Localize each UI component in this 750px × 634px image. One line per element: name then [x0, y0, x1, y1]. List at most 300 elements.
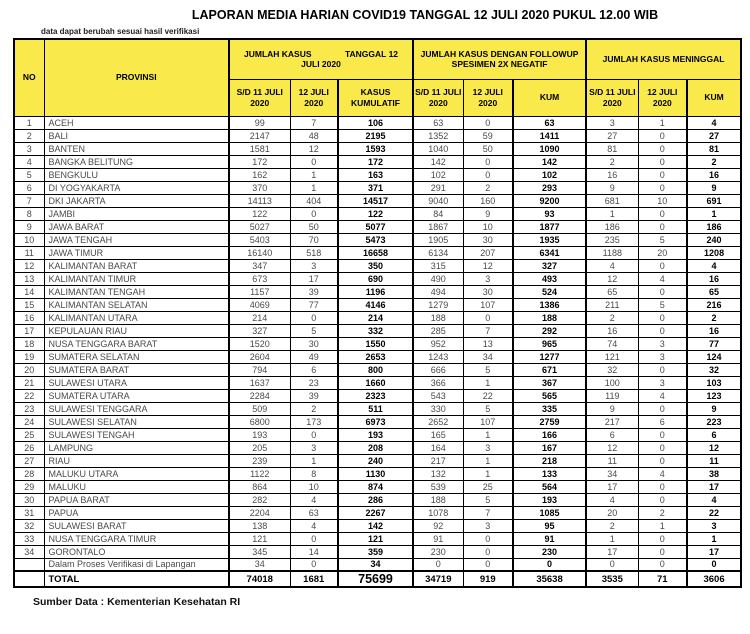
value-cell: 4: [687, 259, 741, 272]
value-cell: 106: [338, 116, 413, 129]
row-number: 25: [14, 428, 44, 441]
value-cell: 1157: [229, 285, 290, 298]
province-name: DKI JAKARTA: [44, 194, 229, 207]
value-cell: 6: [586, 428, 638, 441]
value-cell: 2652: [413, 415, 463, 428]
province-name: PAPUA: [44, 506, 229, 519]
value-cell: 0: [638, 285, 687, 298]
province-name: SULAWESI TENGGARA: [44, 402, 229, 415]
value-cell: 2653: [338, 350, 413, 363]
value-cell: 0: [638, 155, 687, 168]
value-cell: 3: [290, 259, 338, 272]
value-cell: 16658: [338, 246, 413, 259]
value-cell: 1935: [513, 233, 586, 246]
row-number: 10: [14, 233, 44, 246]
value-cell: 124: [687, 350, 741, 363]
value-cell: 494: [413, 285, 463, 298]
row-number: 33: [14, 532, 44, 545]
value-cell: 5473: [338, 233, 413, 246]
value-cell: 240: [687, 233, 741, 246]
value-cell: 172: [338, 155, 413, 168]
value-cell: 1085: [513, 506, 586, 519]
value-cell: 874: [338, 480, 413, 493]
value-cell: 25: [463, 480, 513, 493]
row-number: 21: [14, 376, 44, 389]
value-cell: 8: [290, 467, 338, 480]
value-cell: 5: [463, 493, 513, 506]
value-cell: 167: [513, 441, 586, 454]
province-name: SULAWESI UTARA: [44, 376, 229, 389]
subheader-deaths-kum: KUM: [687, 79, 741, 116]
row-number: 34: [14, 545, 44, 558]
value-cell: 0: [638, 324, 687, 337]
value-cell: 138: [229, 519, 290, 532]
value-cell: 794: [229, 363, 290, 376]
value-cell: 165: [413, 428, 463, 441]
value-cell: 12: [586, 441, 638, 454]
province-name: BENGKULU: [44, 168, 229, 181]
value-cell: 1243: [413, 350, 463, 363]
value-cell: 0: [290, 155, 338, 168]
header-group-row: [14, 39, 741, 79]
row-number: 3: [14, 142, 44, 155]
value-cell: 543: [413, 389, 463, 402]
value-cell: 4: [290, 493, 338, 506]
value-cell: 2: [687, 155, 741, 168]
value-cell: 133: [513, 467, 586, 480]
value-cell: 49: [290, 350, 338, 363]
value-cell: 1: [586, 207, 638, 220]
table-row: [14, 493, 741, 506]
value-cell: 2759: [513, 415, 586, 428]
group-cases-label: JUMLAH KASUS: [244, 48, 312, 59]
table-row: [14, 363, 741, 376]
value-cell: 1: [638, 116, 687, 129]
value-cell: 286: [338, 493, 413, 506]
value-cell: 0: [463, 311, 513, 324]
value-cell: 490: [413, 272, 463, 285]
value-cell: 0: [638, 311, 687, 324]
value-cell: 230: [413, 545, 463, 558]
value-cell: 77: [687, 337, 741, 350]
value-cell: 3535: [586, 571, 638, 587]
value-cell: 4: [638, 467, 687, 480]
value-cell: 95: [513, 519, 586, 532]
table-row: [14, 467, 741, 480]
covid-report-table: [13, 38, 742, 588]
row-number: 31: [14, 506, 44, 519]
value-cell: 71: [638, 571, 687, 587]
value-cell: 5403: [229, 233, 290, 246]
value-cell: 16: [586, 324, 638, 337]
table-row: [14, 415, 741, 428]
value-cell: 0: [638, 454, 687, 467]
value-cell: 1188: [586, 246, 638, 259]
value-cell: 16: [687, 272, 741, 285]
table-row: [14, 545, 741, 558]
value-cell: 9: [687, 402, 741, 415]
value-cell: 10: [463, 220, 513, 233]
value-cell: 39: [290, 389, 338, 402]
value-cell: 14: [290, 545, 338, 558]
table-row: [14, 246, 741, 259]
value-cell: 0: [687, 558, 741, 571]
table-row: [14, 376, 741, 389]
value-cell: 564: [513, 480, 586, 493]
value-cell: 2147: [229, 129, 290, 142]
value-cell: 367: [513, 376, 586, 389]
row-number: 20: [14, 363, 44, 376]
table-row: [14, 116, 741, 129]
value-cell: 77: [290, 298, 338, 311]
value-cell: 34: [338, 558, 413, 571]
subheader-cases-on: 12 JULI 2020: [290, 79, 338, 116]
province-name: KALIMANTAN UTARA: [44, 311, 229, 324]
table-row: [14, 324, 741, 337]
value-cell: 0: [638, 558, 687, 571]
value-cell: 235: [586, 233, 638, 246]
value-cell: 93: [513, 207, 586, 220]
value-cell: 6800: [229, 415, 290, 428]
value-cell: 370: [229, 181, 290, 194]
value-cell: 7: [290, 116, 338, 129]
table-row: [14, 506, 741, 519]
value-cell: 673: [229, 272, 290, 285]
value-cell: 359: [338, 545, 413, 558]
value-cell: 214: [338, 311, 413, 324]
value-cell: 0: [638, 220, 687, 233]
value-cell: 285: [413, 324, 463, 337]
value-cell: 6: [290, 363, 338, 376]
province-name: KEPULAUAN RIAU: [44, 324, 229, 337]
value-cell: 5: [638, 298, 687, 311]
value-cell: 2: [586, 155, 638, 168]
value-cell: 12: [463, 259, 513, 272]
value-cell: 1277: [513, 350, 586, 363]
value-cell: 23: [290, 376, 338, 389]
value-cell: 123: [687, 389, 741, 402]
province-name: PAPUA BARAT: [44, 493, 229, 506]
value-cell: 142: [513, 155, 586, 168]
value-cell: 122: [338, 207, 413, 220]
table-row: [14, 155, 741, 168]
value-cell: 366: [413, 376, 463, 389]
subheader-cases-cumulative: KASUS KUMULATIF: [338, 79, 413, 116]
value-cell: 335: [513, 402, 586, 415]
value-cell: 9: [586, 181, 638, 194]
province-name: BANGKA BELITUNG: [44, 155, 229, 168]
table-row: [14, 220, 741, 233]
table-row: [14, 194, 741, 207]
value-cell: 0: [290, 558, 338, 571]
value-cell: 121: [338, 532, 413, 545]
value-cell: 690: [338, 272, 413, 285]
table-row: [14, 519, 741, 532]
value-cell: 132: [413, 467, 463, 480]
row-number: 17: [14, 324, 44, 337]
value-cell: 3: [463, 441, 513, 454]
row-number: [14, 558, 44, 571]
value-cell: 119: [586, 389, 638, 402]
province-name: SUMATERA BARAT: [44, 363, 229, 376]
value-cell: 3: [586, 116, 638, 129]
row-number: 5: [14, 168, 44, 181]
row-number: 19: [14, 350, 44, 363]
value-cell: 34: [229, 558, 290, 571]
value-cell: 404: [290, 194, 338, 207]
value-cell: 0: [513, 558, 586, 571]
value-cell: 12: [586, 272, 638, 285]
value-cell: 1208: [687, 246, 741, 259]
value-cell: 5027: [229, 220, 290, 233]
value-cell: 17: [586, 480, 638, 493]
value-cell: 952: [413, 337, 463, 350]
province-name: SULAWESI BARAT: [44, 519, 229, 532]
table-row: [14, 285, 741, 298]
value-cell: 965: [513, 337, 586, 350]
value-cell: 292: [513, 324, 586, 337]
value-cell: 0: [638, 129, 687, 142]
value-cell: 164: [413, 441, 463, 454]
value-cell: 327: [513, 259, 586, 272]
value-cell: 2267: [338, 506, 413, 519]
value-cell: 2323: [338, 389, 413, 402]
value-cell: 4146: [338, 298, 413, 311]
value-cell: 188: [413, 311, 463, 324]
value-cell: 0: [463, 116, 513, 129]
value-cell: 34719: [413, 571, 463, 587]
value-cell: 3: [687, 519, 741, 532]
value-cell: 50: [290, 220, 338, 233]
value-cell: 102: [513, 168, 586, 181]
value-cell: 216: [687, 298, 741, 311]
value-cell: 1: [687, 532, 741, 545]
subheader-deaths-until: S/D 11 JULI 2020: [586, 79, 638, 116]
value-cell: 1040: [413, 142, 463, 155]
value-cell: 0: [638, 259, 687, 272]
table-row: [14, 298, 741, 311]
value-cell: 3: [638, 350, 687, 363]
value-cell: 230: [513, 545, 586, 558]
value-cell: 121: [229, 532, 290, 545]
value-cell: 102: [413, 168, 463, 181]
value-cell: 1352: [413, 129, 463, 142]
province-name: GORONTALO: [44, 545, 229, 558]
value-cell: 223: [687, 415, 741, 428]
province-name: SULAWESI SELATAN: [44, 415, 229, 428]
value-cell: 509: [229, 402, 290, 415]
value-cell: 332: [338, 324, 413, 337]
province-name: JAWA BARAT: [44, 220, 229, 233]
value-cell: 293: [513, 181, 586, 194]
value-cell: 81: [687, 142, 741, 155]
value-cell: 0: [463, 168, 513, 181]
value-cell: 291: [413, 181, 463, 194]
value-cell: 193: [229, 428, 290, 441]
value-cell: 5: [463, 402, 513, 415]
row-number: 22: [14, 389, 44, 402]
value-cell: 10: [290, 480, 338, 493]
row-number: 11: [14, 246, 44, 259]
value-cell: 92: [413, 519, 463, 532]
value-cell: 518: [290, 246, 338, 259]
value-cell: 188: [513, 311, 586, 324]
value-cell: 2604: [229, 350, 290, 363]
value-cell: 122: [229, 207, 290, 220]
value-cell: 34: [586, 467, 638, 480]
value-cell: 9200: [513, 194, 586, 207]
table-row: [14, 571, 741, 587]
value-cell: 6134: [413, 246, 463, 259]
row-number: 13: [14, 272, 44, 285]
province-name: BALI: [44, 129, 229, 142]
value-cell: 1411: [513, 129, 586, 142]
page-title: LAPORAN MEDIA HARIAN COVID19 TANGGAL 12 JULI 2020 PUKUL 12.00 WIB: [191, 8, 659, 22]
value-cell: 539: [413, 480, 463, 493]
value-cell: 1: [463, 428, 513, 441]
value-cell: 2204: [229, 506, 290, 519]
province-name: KALIMANTAN BARAT: [44, 259, 229, 272]
table-row: [14, 428, 741, 441]
value-cell: 3: [463, 519, 513, 532]
value-cell: 0: [290, 311, 338, 324]
value-cell: 239: [229, 454, 290, 467]
value-cell: 1279: [413, 298, 463, 311]
value-cell: 5: [290, 324, 338, 337]
group-header-followup: JUMLAH KASUS DENGAN FOLLOWUP SPESIMEN 2X NEGATIF: [413, 39, 586, 79]
value-cell: 0: [638, 441, 687, 454]
value-cell: 2: [687, 311, 741, 324]
row-number: 32: [14, 519, 44, 532]
subheader-followup-until: S/D 11 JULI 2020: [413, 79, 463, 116]
value-cell: 121: [586, 350, 638, 363]
value-cell: 6973: [338, 415, 413, 428]
province-name: MALUKU: [44, 480, 229, 493]
value-cell: 14113: [229, 194, 290, 207]
table-row: [14, 350, 741, 363]
province-name: LAMPUNG: [44, 441, 229, 454]
value-cell: 208: [338, 441, 413, 454]
value-cell: 4: [687, 116, 741, 129]
province-name: SUMATERA SELATAN: [44, 350, 229, 363]
value-cell: 11: [586, 454, 638, 467]
row-number: 14: [14, 285, 44, 298]
value-cell: 4: [586, 259, 638, 272]
value-cell: 107: [463, 415, 513, 428]
value-cell: 3606: [687, 571, 741, 587]
value-cell: 493: [513, 272, 586, 285]
value-cell: 35638: [513, 571, 586, 587]
province-name: JAWA TENGAH: [44, 233, 229, 246]
table-body: [14, 116, 741, 587]
value-cell: 240: [338, 454, 413, 467]
col-header-provinsi: PROVINSI: [44, 39, 229, 116]
value-cell: 142: [413, 155, 463, 168]
group-cases-month-label: JULI 2020: [301, 59, 341, 70]
value-cell: 1593: [338, 142, 413, 155]
row-number: 24: [14, 415, 44, 428]
value-cell: 565: [513, 389, 586, 402]
row-number: 8: [14, 207, 44, 220]
value-cell: 0: [290, 532, 338, 545]
table-row: [14, 454, 741, 467]
value-cell: 1: [290, 454, 338, 467]
value-cell: 0: [586, 558, 638, 571]
value-cell: 919: [463, 571, 513, 587]
value-cell: 27: [687, 129, 741, 142]
province-name: KALIMANTAN SELATAN: [44, 298, 229, 311]
value-cell: 211: [586, 298, 638, 311]
province-name: SULAWESI TENGAH: [44, 428, 229, 441]
value-cell: 12: [290, 142, 338, 155]
value-cell: 1: [638, 519, 687, 532]
value-cell: 6341: [513, 246, 586, 259]
value-cell: 0: [638, 428, 687, 441]
value-cell: 2: [463, 181, 513, 194]
value-cell: 74: [586, 337, 638, 350]
value-cell: 4: [638, 389, 687, 402]
value-cell: 1: [687, 207, 741, 220]
row-number: 28: [14, 467, 44, 480]
value-cell: 91: [413, 532, 463, 545]
col-header-no: NO: [14, 39, 44, 116]
value-cell: 671: [513, 363, 586, 376]
value-cell: 16140: [229, 246, 290, 259]
value-cell: 1637: [229, 376, 290, 389]
value-cell: 2195: [338, 129, 413, 142]
subheader-followup-on: 12 JULI 2020: [463, 79, 513, 116]
value-cell: 1: [290, 181, 338, 194]
province-name: BANTEN: [44, 142, 229, 155]
value-cell: 1581: [229, 142, 290, 155]
value-cell: 74018: [229, 571, 290, 587]
value-cell: 0: [638, 168, 687, 181]
value-cell: 1: [463, 454, 513, 467]
value-cell: 4: [687, 493, 741, 506]
row-number: 16: [14, 311, 44, 324]
source-note: Sumber Data : Kementerian Kesehatan RI: [33, 596, 241, 608]
value-cell: 99: [229, 116, 290, 129]
value-cell: 0: [638, 545, 687, 558]
province-name: Dalam Proses Verifikasi di Lapangan: [44, 558, 229, 571]
value-cell: 0: [290, 428, 338, 441]
value-cell: 1660: [338, 376, 413, 389]
value-cell: 100: [586, 376, 638, 389]
value-cell: 22: [463, 389, 513, 402]
value-cell: 1090: [513, 142, 586, 155]
province-name: ACEH: [44, 116, 229, 129]
value-cell: 2284: [229, 389, 290, 402]
value-cell: 48: [290, 129, 338, 142]
value-cell: 17: [586, 545, 638, 558]
value-cell: 205: [229, 441, 290, 454]
table-row: [14, 389, 741, 402]
table-row: [14, 233, 741, 246]
group-header-cases: [229, 39, 413, 79]
value-cell: 166: [513, 428, 586, 441]
province-name: NUSA TENGGARA BARAT: [44, 337, 229, 350]
value-cell: 0: [638, 363, 687, 376]
value-cell: 34: [463, 350, 513, 363]
value-cell: 5: [638, 233, 687, 246]
value-cell: 0: [638, 402, 687, 415]
value-cell: 864: [229, 480, 290, 493]
value-cell: 1130: [338, 467, 413, 480]
value-cell: 14517: [338, 194, 413, 207]
value-cell: 1: [463, 376, 513, 389]
value-cell: 193: [338, 428, 413, 441]
value-cell: 63: [413, 116, 463, 129]
